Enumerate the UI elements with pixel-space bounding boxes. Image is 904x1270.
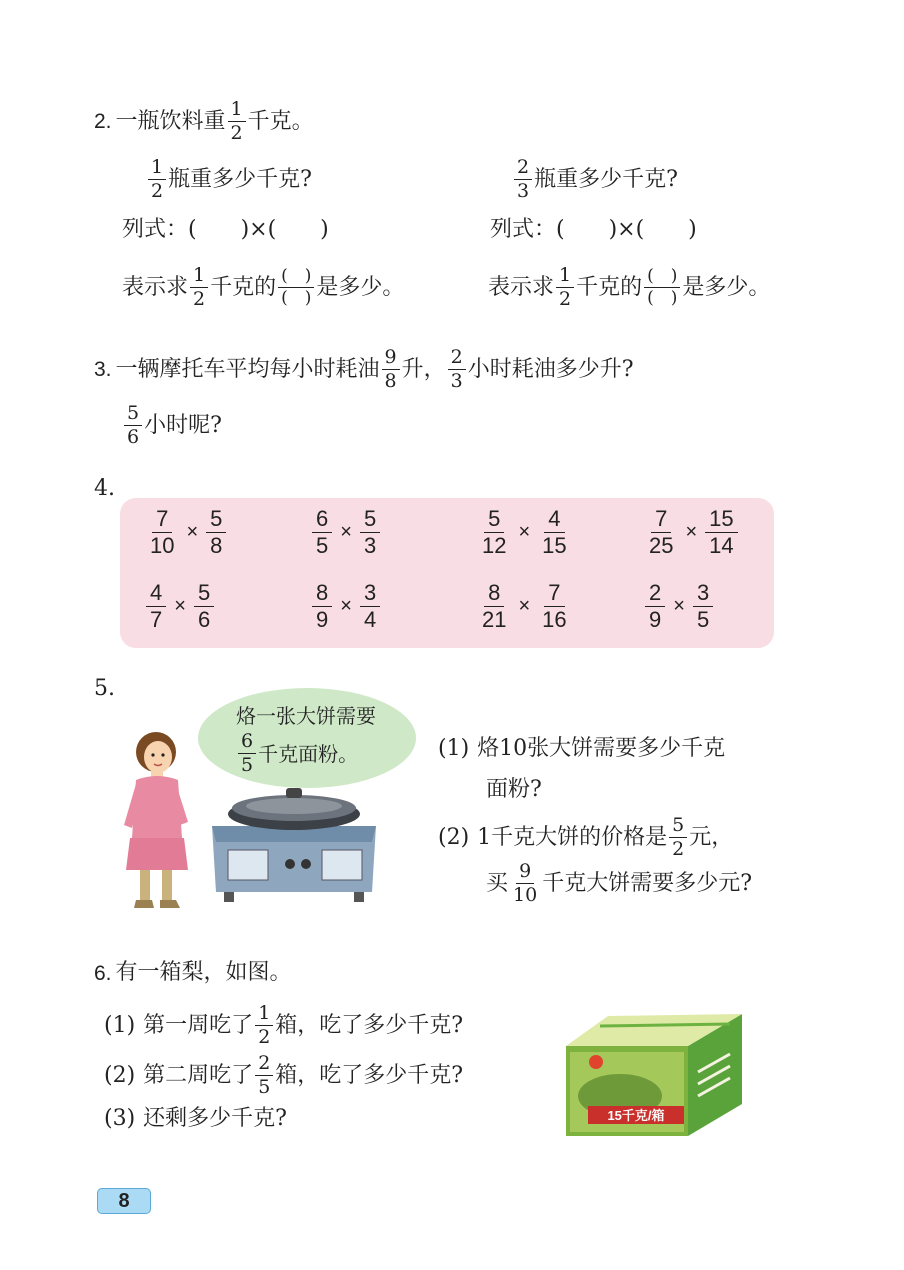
q5-part2-fraction2: $\frac{9}{10}$	[513, 860, 538, 906]
q5-number: 5.	[94, 676, 115, 701]
q4-fraction-right: $\frac{5}{8}$	[206, 508, 226, 557]
q5-part2-line2: 买 $\frac{9}{10}$ 千克大饼需要多少元?	[486, 860, 752, 906]
q2-right-question-text: 瓶重多少千克?	[534, 166, 678, 192]
q3-fraction-2: $\frac{2}{3}$	[448, 348, 466, 391]
q4-fraction-left: $\frac{6}{5}$	[312, 508, 332, 557]
bubble-fraction: $\frac{6}{5}$	[238, 732, 256, 775]
page-number: 8	[97, 1188, 151, 1214]
multiply-sign: ×	[685, 521, 698, 543]
multiply-sign: ×	[186, 521, 199, 543]
q2-stem-fraction: $\frac{1}{2}$	[228, 100, 246, 143]
bubble-line2: $\frac{6}{5}$ 千克面粉。	[236, 732, 358, 775]
q2-left-meaning: 表示求 $\frac{1}{2}$ 千克的 $\frac{( )}{( )}$ 是多少。	[122, 264, 405, 310]
q4-fraction-right: $\frac{7}{16}$	[542, 580, 567, 632]
q4-fraction-left: $\frac{8}{21}$	[482, 580, 507, 632]
q3-fraction-1: $\frac{9}{8}$	[382, 348, 400, 391]
bubble-line1: 烙一张大饼需要	[236, 704, 376, 728]
q4-expression	[643, 508, 740, 557]
q6-stem: 6. 有一箱梨，如图。	[94, 960, 292, 985]
q2-stem-text-a: 一瓶饮料重	[115, 108, 226, 134]
q3-line1: 3. 一辆摩托车平均每小时耗油 $\frac{9}{8}$ 升， $\frac{2}{3}$ 小时耗油多少升?	[94, 346, 634, 392]
girl-illustration	[118, 730, 198, 912]
q3-fraction-3: $\frac{5}{6}$	[124, 404, 142, 447]
q4-expression	[476, 508, 573, 557]
q5-part1-line2: 面粉?	[486, 777, 542, 802]
multiply-sign: ×	[673, 595, 685, 617]
q4-fraction-left: $\frac{7}{25}$	[649, 506, 674, 558]
q4-fraction-right: $\frac{4}{15}$	[542, 506, 567, 558]
q6-part1: (1) 第一周吃了 $\frac{1}{2}$ 箱，吃了多少千克?	[104, 1002, 464, 1048]
q2-left-blank-fraction[interactable]: $\frac{( )}{( )}$	[278, 268, 314, 307]
q4-expression	[310, 508, 382, 557]
pear-box-illustration	[560, 1012, 746, 1138]
multiply-sign: ×	[340, 521, 352, 543]
multiply-sign: ×	[174, 595, 186, 617]
q2-left-fraction: $\frac{1}{2}$	[148, 158, 166, 201]
q5-part2-fraction: $\frac{5}{2}$	[669, 816, 687, 859]
q2-right-meaning-fraction: $\frac{1}{2}$	[556, 266, 574, 309]
griddle-illustration	[206, 784, 382, 904]
q2-stem-text-b: 千克。	[247, 108, 314, 134]
box-label: 15千克/箱	[607, 1108, 665, 1123]
q4-fraction-right: $\frac{5}{3}$	[360, 508, 380, 557]
q2-left-question	[146, 158, 312, 201]
q2-stem	[94, 100, 314, 143]
q4-expression	[310, 582, 382, 631]
q6-part3: (3) 还剩多少千克?	[104, 1106, 287, 1131]
q4-number: 4.	[94, 476, 115, 501]
q4-expression	[476, 582, 573, 631]
q4-fraction-left: $\frac{2}{9}$	[645, 582, 665, 631]
q4-fraction-left: $\frac{7}{10}$	[150, 506, 175, 558]
q2-left-formula: 列式：( )×( )	[122, 217, 329, 242]
q6-part1-fraction: $\frac{1}{2}$	[255, 1004, 273, 1047]
q4-fraction-right: $\frac{3}{5}$	[693, 582, 713, 631]
q4-fraction-left: $\frac{8}{9}$	[312, 582, 332, 631]
multiply-sign: ×	[518, 521, 531, 543]
q2-left-question-text: 瓶重多少千克?	[168, 166, 312, 192]
multiply-sign: ×	[340, 595, 352, 617]
q2-right-formula: 列式：( )×( )	[490, 217, 697, 242]
q4-fraction-left: $\frac{4}{7}$	[146, 582, 166, 631]
q2-number: 2.	[94, 110, 112, 133]
q2-right-blank-fraction[interactable]: $\frac{( )}{( )}$	[644, 268, 680, 307]
q4-expression	[144, 508, 228, 557]
q2-right-meaning: 表示求 $\frac{1}{2}$ 千克的 $\frac{( )}{( )}$ 是多少。	[488, 264, 771, 310]
q4-fraction-left: $\frac{5}{12}$	[482, 506, 507, 558]
multiply-sign: ×	[518, 595, 531, 617]
q4-fraction-right: $\frac{15}{14}$	[705, 508, 737, 557]
q3-number: 3.	[94, 358, 112, 381]
q4-expression	[144, 582, 216, 631]
q2-right-question	[512, 158, 678, 201]
q6-part2-fraction: $\frac{2}{5}$	[255, 1054, 273, 1097]
q6-number: 6.	[94, 961, 112, 985]
q3-line2: $\frac{5}{6}$ 小时呢?	[122, 404, 222, 447]
q4-fraction-right: $\frac{5}{6}$	[194, 582, 214, 631]
q4-expression	[643, 582, 715, 631]
q6-part2: (2) 第二周吃了 $\frac{2}{5}$ 箱，吃了多少千克?	[104, 1052, 464, 1098]
q4-fraction-right: $\frac{3}{4}$	[360, 582, 380, 631]
q2-right-fraction: $\frac{2}{3}$	[514, 158, 532, 201]
q5-part2: (2) 1千克大饼的价格是 $\frac{5}{2}$ 元，	[438, 814, 734, 860]
q2-left-meaning-fraction: $\frac{1}{2}$	[190, 266, 208, 309]
q5-part1: (1) 烙10张大饼需要多少千克	[438, 736, 726, 761]
